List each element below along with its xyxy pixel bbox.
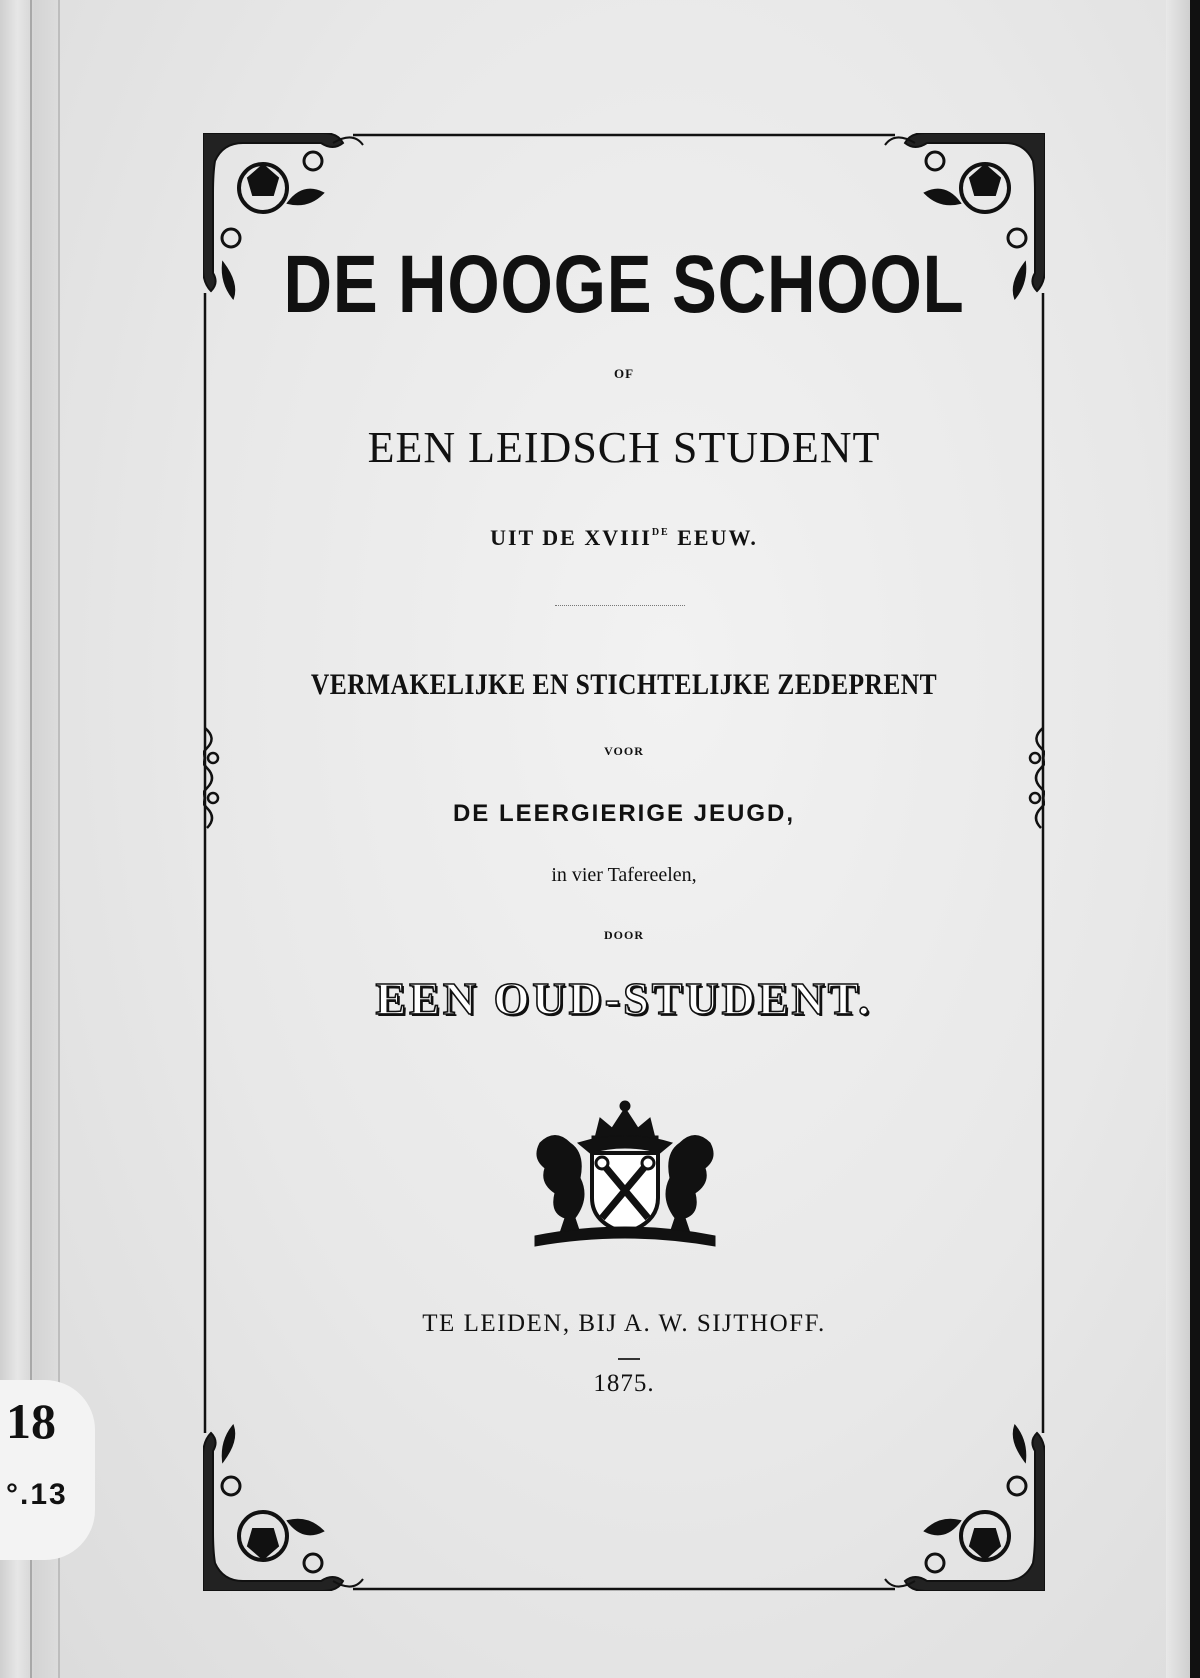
scan-edge xyxy=(1190,0,1200,1678)
audience-line: DE LEERGIERIGE JEUGD, xyxy=(452,800,796,827)
door-label: DOOR xyxy=(604,928,644,942)
leiden-coat-of-arms-icon xyxy=(530,1098,720,1248)
year-dash xyxy=(618,1358,640,1360)
book-subtitle: EEN LEIDSCH STUDENT xyxy=(367,423,881,472)
shelf-number: 18 xyxy=(6,1393,56,1449)
parts-line: in vier Tafereelen, xyxy=(551,864,697,886)
author-name: EEN OUD-STUDENT. xyxy=(375,973,873,1024)
publisher-line: TE LEIDEN, BIJ A. W. SIJTHOFF. xyxy=(422,1310,826,1337)
shelf-subnumber: °.13 xyxy=(6,1478,68,1511)
voor-label: VOOR xyxy=(604,744,644,758)
century-suffix: EEUW. xyxy=(669,525,758,550)
book-description: VERMAKELIJKE EN STICHTELIJKE ZEDEPRENT xyxy=(310,668,938,701)
book-title: DE HOOGE SCHOOL xyxy=(283,239,965,330)
dotted-divider xyxy=(555,605,685,609)
title-conjunction: OF xyxy=(613,366,635,381)
century-superscript: DE xyxy=(651,527,670,538)
century-line xyxy=(203,525,1045,551)
publication-year: 1875. xyxy=(593,1370,655,1397)
century-prefix: UIT DE XVIII xyxy=(490,525,652,550)
page-edge xyxy=(1166,0,1190,1678)
